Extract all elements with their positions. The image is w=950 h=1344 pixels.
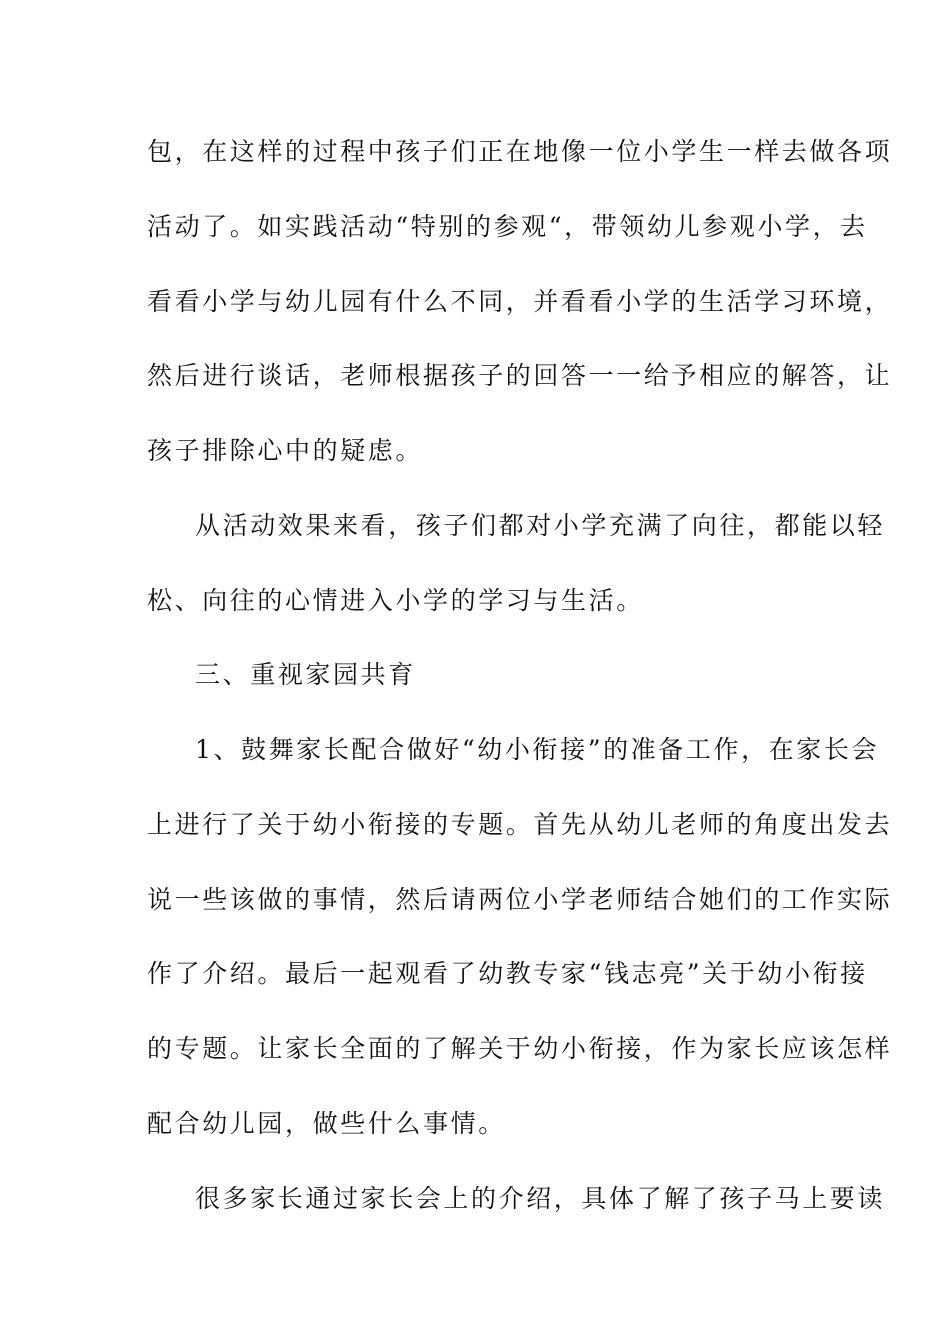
- text-line: 的专题。让家长全面的了解关于幼小衔接，作为家长应该怎样: [147, 1034, 893, 1063]
- text-line: 配合幼儿园，做些什么事情。: [147, 1109, 506, 1138]
- text-line: 看看小学与幼儿园有什么不同，并看看小学的生活学习环境，: [147, 287, 893, 316]
- text-line: 松、向往的心情进入小学的学习与生活。: [147, 586, 644, 615]
- paragraph-first-line: 很多家长通过家长会上的介绍，具体了解了孩子马上要读: [195, 1184, 886, 1213]
- paragraph-first-line: 从活动效果来看，孩子们都对小学充满了向往，都能以轻: [195, 511, 886, 540]
- section-heading: 三、重视家园共育: [195, 660, 416, 689]
- text-line: 孩子排除心中的疑虑。: [147, 436, 424, 465]
- text-line: 说一些该做的事情，然后请两位小学老师结合她们的工作实际: [147, 885, 893, 914]
- paragraph-first-line: 1、鼓舞家长配合做好“幼小衔接”的准备工作，在家长会: [195, 735, 880, 764]
- text-line: 上进行了关于幼小衔接的专题。首先从幼儿老师的角度出发去: [147, 810, 893, 839]
- text-line: 包，在这样的过程中孩子们正在地像一位小学生一样去做各项: [147, 137, 893, 166]
- text-line: 作了介绍。最后一起观看了幼教专家“钱志亮”关于幼小衔接: [147, 959, 868, 988]
- text-line: 然后进行谈话，老师根据孩子的回答一一给予相应的解答，让: [147, 361, 893, 390]
- text-line: 活动了。如实践活动“特别的参观“，带领幼儿参观小学，去: [147, 212, 868, 241]
